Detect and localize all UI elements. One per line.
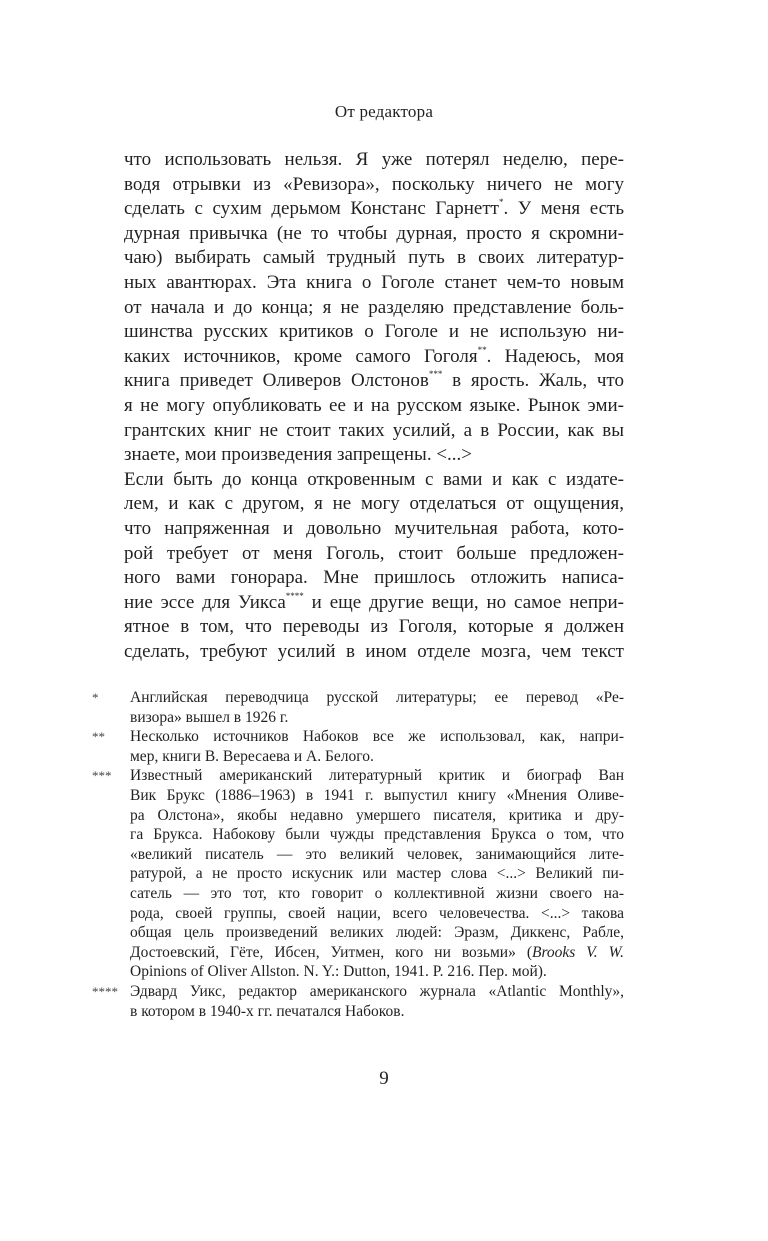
body-line: я не могу опубликовать ее и на русском языке. Рынок эми- <box>124 394 624 416</box>
footnote-3 <box>92 766 624 982</box>
body-line: сделать с сухим дерьмом Констанс Гарнетт*. У меня есть <box>124 197 625 220</box>
footnote-4 <box>92 982 624 1021</box>
footnote-line: ратурой, а не просто искусник или мастер слова <...> Великий пи- <box>130 865 624 883</box>
footnote-line: Эдвард Уикс, редактор американского журнала «Atlantic Monthly», <box>130 982 624 1000</box>
footnote-line: Известный американский литературный критик и биограф Ван <box>130 767 624 785</box>
footnotes <box>92 688 624 1021</box>
footnote-line: га Брукса. Набокову были чужды представления Брукса о том, что <box>130 826 624 844</box>
footnote-marker: ** <box>92 729 105 745</box>
body-line: ятное в том, что переводы из Гоголя, которые я должен <box>124 616 624 638</box>
footnote-line: Несколько источников Набоков все же использовал, как, напри- <box>130 728 624 746</box>
footnote-marker: **** <box>92 983 118 999</box>
footnote-line: ра Олстона», якобы недавно умершего писателя, критика и дру- <box>130 806 624 824</box>
footnote-line: рода, своей группы, своей нации, всего человечества. <...> такова <box>130 904 624 922</box>
footnote-line: в котором в 1940-х гг. печатался Набоков. <box>130 1002 405 1020</box>
body-line: что напряженная и довольно мучительная работа, кото- <box>124 517 624 539</box>
body-line: чаю) выбирать самый трудный путь в своих литератур- <box>124 247 624 269</box>
footnote-line: сатель — это тот, кто говорит о коллективной жизни своего на- <box>130 884 624 902</box>
footnote-marker: *** <box>92 768 112 784</box>
body-line: ние эссе для Уикса**** и еще другие вещи, но самое непри- <box>124 590 624 613</box>
body-line: ного вами гонорара. Мне пришлось отложить написа- <box>124 567 624 589</box>
footnote-line: «великий писатель — это великий человек, занимающийся лите- <box>130 845 624 863</box>
body-line: Если быть до конца откровенным с вами и как с издате- <box>124 468 624 490</box>
footnote-1 <box>92 688 624 727</box>
citation-author: Brooks V. W. <box>532 943 624 961</box>
body-line: книга приведет Оливеров Олстонов*** в ярость. Жаль, что <box>124 369 624 392</box>
body-text <box>124 148 624 664</box>
footnote-ref-4[interactable]: **** <box>285 590 304 601</box>
body-line: ных авантюрах. Эта книга о Гоголе станет чем-то новым <box>124 271 624 293</box>
body-line: рой требует от меня Гоголь, стоит больше предложен- <box>124 542 624 564</box>
footnote-marker: * <box>92 690 99 705</box>
body-line: дурная привычка (не то чтобы дурная, просто я скромни- <box>124 222 624 244</box>
body-line: шинства русских критиков о Гоголе и не использую ни- <box>124 321 624 343</box>
footnote-line: общая цель произведений великих людей: Эразм, Диккенс, Рабле, <box>130 924 624 942</box>
footnote-line: Английская переводчица русской литературы; ее перевод «Ре- <box>130 689 624 706</box>
footnote-line: Opinions of Oliver Allston. N. Y.: Dutton, 1941. P. 216. Пер. мой). <box>130 963 547 981</box>
footnote-ref-2[interactable]: ** <box>477 344 487 355</box>
footnote-line: Вик Брукс (1886–1963) в 1941 г. выпустил книгу «Мнения Оливе- <box>130 786 624 804</box>
footnote-line: визора» вышел в 1926 г. <box>130 708 289 726</box>
footnote-ref-3[interactable]: *** <box>428 369 443 380</box>
body-line: от начала и до конца; я не разделяю представление боль- <box>124 296 624 318</box>
page-number: 9 <box>379 1068 389 1089</box>
footnote-ref-1[interactable]: * <box>498 197 504 208</box>
body-line: водя отрывки из «Ревизора», поскольку ничего не могу <box>124 173 624 195</box>
body-line: знаете, мои произведения запрещены. <...> <box>124 444 472 466</box>
body-line: грантских книг не стоит таких усилий, а в России, как вы <box>124 419 624 441</box>
footnote-2 <box>92 727 624 766</box>
body-line: что использовать нельзя. Я уже потерял неделю, пере- <box>124 149 624 170</box>
footnote-line: мер, книги В. Вересаева и А. Белого. <box>130 747 374 765</box>
body-line: каких источников, кроме самого Гоголя**. Надеюсь, моя <box>124 344 624 367</box>
running-head: От редактора <box>334 102 434 121</box>
footnote-line: Достоевский, Гёте, Ибсен, Уитмен, кого ни возьми» (Brooks V. W. <box>130 943 624 961</box>
body-line: лем, и как с другом, я не могу отделаться от ощущения, <box>124 493 624 515</box>
body-line: сделать, требуют усилий в ином отделе мозга, чем текст <box>124 640 624 662</box>
